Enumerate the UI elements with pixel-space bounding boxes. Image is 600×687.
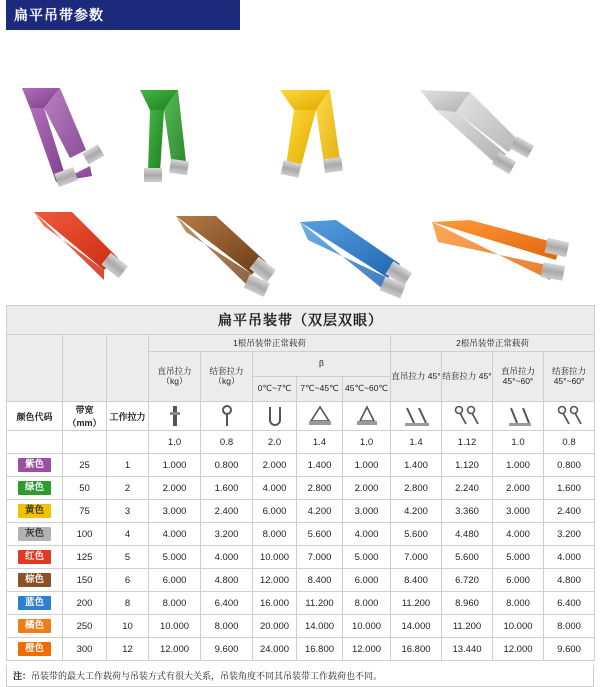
- value-cell: 8.960: [442, 592, 493, 615]
- factor-cell: 1.0: [493, 431, 544, 454]
- value-cell: 8.400: [297, 569, 343, 592]
- value-cell: 1.000: [149, 454, 201, 477]
- value-cell: 16.000: [253, 592, 297, 615]
- value-cell: 8.000: [201, 615, 253, 638]
- color-swatch: 黄色: [18, 504, 51, 518]
- header-tail: [240, 0, 600, 30]
- value-cell: 4.000: [253, 477, 297, 500]
- subhead-straight-1: 直吊拉力（kg）: [149, 352, 201, 402]
- width-cell: 150: [63, 569, 107, 592]
- value-cell: 2.400: [201, 500, 253, 523]
- two-leg-choke-angle-icon: [544, 402, 595, 431]
- subhead-temp-45-60: 45℃~60℃: [343, 377, 391, 402]
- angle-60-icon: [343, 402, 391, 431]
- value-cell: 2.000: [253, 454, 297, 477]
- value-cell: 2.240: [442, 477, 493, 500]
- subhead-temp-0-7: 0℃~7℃: [253, 377, 297, 402]
- color-code-cell: [7, 454, 63, 477]
- value-cell: 0.800: [201, 454, 253, 477]
- value-cell: 10.000: [343, 615, 391, 638]
- value-cell: 5.000: [149, 546, 201, 569]
- value-cell: 2.000: [149, 477, 201, 500]
- color-code-cell: [7, 500, 63, 523]
- color-code-cell: [7, 477, 63, 500]
- value-cell: 3.000: [493, 500, 544, 523]
- factor-cell: 1.0: [149, 431, 201, 454]
- factor-cell: 0.8: [201, 431, 253, 454]
- value-cell: 1.000: [493, 454, 544, 477]
- value-cell: 4.000: [201, 546, 253, 569]
- factor-cell: 0.8: [544, 431, 595, 454]
- value-cell: 10.000: [253, 546, 297, 569]
- wll-cell: 12: [107, 638, 149, 661]
- subhead-temp-7-45: 7℃~45℃: [297, 377, 343, 402]
- two-leg-straight-angle-icon: [493, 402, 544, 431]
- color-code-cell: [7, 523, 63, 546]
- value-cell: 8.000: [343, 592, 391, 615]
- subhead-choke-2: 结套拉力 45°: [442, 352, 493, 402]
- value-cell: 9.600: [201, 638, 253, 661]
- basket-hitch-icon: [253, 402, 297, 431]
- subhead-straight-2: 直吊拉力 45°: [391, 352, 442, 402]
- value-cell: 8.000: [149, 592, 201, 615]
- value-cell: 1.400: [391, 454, 442, 477]
- value-cell: 13.440: [442, 638, 493, 661]
- value-cell: 11.200: [297, 592, 343, 615]
- width-cell: 250: [63, 615, 107, 638]
- value-cell: 16.800: [297, 638, 343, 661]
- subhead-choke-1: 结套拉力（kg）: [201, 352, 253, 402]
- group-header-2: 2根吊装带正常载荷: [391, 335, 595, 352]
- value-cell: 9.600: [544, 638, 595, 661]
- color-swatch: 棕色: [18, 573, 51, 587]
- factor-cell: 1.12: [442, 431, 493, 454]
- value-cell: 14.000: [297, 615, 343, 638]
- value-cell: 4.000: [544, 546, 595, 569]
- value-cell: 4.480: [442, 523, 493, 546]
- value-cell: 11.200: [391, 592, 442, 615]
- value-cell: 4.800: [201, 569, 253, 592]
- value-cell: 12.000: [253, 569, 297, 592]
- wll-cell: 10: [107, 615, 149, 638]
- colhead-wll: 工作拉力: [107, 402, 149, 431]
- value-cell: 1.000: [343, 454, 391, 477]
- color-code-cell: [7, 546, 63, 569]
- color-swatch: 紫色: [18, 458, 51, 472]
- value-cell: 1.120: [442, 454, 493, 477]
- width-cell: 125: [63, 546, 107, 569]
- straight-lift-icon: [149, 402, 201, 431]
- value-cell: 4.200: [391, 500, 442, 523]
- value-cell: 5.000: [343, 546, 391, 569]
- table-row: [7, 546, 595, 569]
- purple-sling: [22, 88, 104, 187]
- value-cell: 6.000: [253, 500, 297, 523]
- value-cell: 12.000: [493, 638, 544, 661]
- table-row: [7, 477, 595, 500]
- value-cell: 3.000: [149, 500, 201, 523]
- value-cell: 11.200: [442, 615, 493, 638]
- wll-cell: 3: [107, 500, 149, 523]
- value-cell: 6.400: [201, 592, 253, 615]
- value-cell: 2.000: [493, 477, 544, 500]
- width-cell: 200: [63, 592, 107, 615]
- slings-illustration: [0, 30, 600, 305]
- value-cell: 8.000: [544, 615, 595, 638]
- value-cell: 20.000: [253, 615, 297, 638]
- factor-cell: 2.0: [253, 431, 297, 454]
- factor-cell: 1.4: [391, 431, 442, 454]
- wll-cell: 4: [107, 523, 149, 546]
- color-code-cell: [7, 638, 63, 661]
- table-row: [7, 638, 595, 661]
- wll-cell: 5: [107, 546, 149, 569]
- wll-cell: 8: [107, 592, 149, 615]
- value-cell: 14.000: [391, 615, 442, 638]
- value-cell: 2.400: [544, 500, 595, 523]
- factor-cell: 1.0: [343, 431, 391, 454]
- value-cell: 24.000: [253, 638, 297, 661]
- value-cell: 5.600: [297, 523, 343, 546]
- color-code-cell: [7, 592, 63, 615]
- factor-cell: 1.4: [297, 431, 343, 454]
- subhead-straight-2-angle: 直吊拉力 45°~60°: [493, 352, 544, 402]
- wll-cell: 1: [107, 454, 149, 477]
- value-cell: 6.400: [544, 592, 595, 615]
- spec-table: [6, 305, 595, 661]
- width-cell: 300: [63, 638, 107, 661]
- angle-45-icon: [297, 402, 343, 431]
- value-cell: 1.600: [201, 477, 253, 500]
- color-code-cell: [7, 615, 63, 638]
- value-cell: 4.800: [544, 569, 595, 592]
- value-cell: 6.000: [493, 569, 544, 592]
- value-cell: 0.800: [544, 454, 595, 477]
- value-cell: 8.000: [493, 592, 544, 615]
- colhead-color-code: 颜色代码: [7, 402, 63, 431]
- spec-table-wrap: [0, 305, 600, 661]
- wll-cell: 6: [107, 569, 149, 592]
- value-cell: 2.800: [297, 477, 343, 500]
- orange-sling: [432, 220, 569, 281]
- red-sling: [34, 212, 128, 280]
- product-photo-strip: [0, 30, 600, 305]
- group-header-1: 1根吊装带正常载荷: [149, 335, 391, 352]
- value-cell: 4.200: [297, 500, 343, 523]
- color-swatch: 灰色: [18, 527, 51, 541]
- value-cell: 4.000: [149, 523, 201, 546]
- value-cell: 4.000: [343, 523, 391, 546]
- note-key: 注：: [13, 671, 32, 681]
- wll-cell: 2: [107, 477, 149, 500]
- value-cell: 2.800: [391, 477, 442, 500]
- table-row: [7, 454, 595, 477]
- value-cell: 7.000: [297, 546, 343, 569]
- value-cell: 5.600: [391, 523, 442, 546]
- value-cell: 3.000: [343, 500, 391, 523]
- width-cell: 100: [63, 523, 107, 546]
- yellow-sling: [280, 90, 343, 178]
- value-cell: 5.600: [442, 546, 493, 569]
- value-cell: 6.000: [149, 569, 201, 592]
- value-cell: 6.000: [343, 569, 391, 592]
- green-sling: [140, 90, 189, 182]
- value-cell: 2.000: [343, 477, 391, 500]
- table-row: [7, 592, 595, 615]
- value-cell: 7.000: [391, 546, 442, 569]
- color-swatch: 橙色: [18, 642, 51, 656]
- page-title: 扁平吊带参数: [14, 7, 104, 23]
- choke-hitch-icon: [201, 402, 253, 431]
- table-row: [7, 615, 595, 638]
- subhead-choke-2-angle: 结套拉力 45°~60°: [544, 352, 595, 402]
- table-title: 扁平吊装带（双层双眼）: [7, 306, 595, 335]
- color-code-cell: [7, 569, 63, 592]
- value-cell: 4.000: [493, 523, 544, 546]
- page-header: [0, 0, 600, 30]
- value-cell: 16.800: [391, 638, 442, 661]
- value-cell: 10.000: [149, 615, 201, 638]
- subhead-beta: β: [253, 352, 391, 377]
- value-cell: 5.000: [493, 546, 544, 569]
- blue-sling: [300, 220, 412, 299]
- note-text: 吊装带的最大工作载荷与吊装方式有很大关系，吊装角度不同其吊装带工作载荷也不同。: [31, 671, 383, 681]
- two-leg-straight-icon: [391, 402, 442, 431]
- width-cell: 50: [63, 477, 107, 500]
- gray-sling: [420, 90, 534, 174]
- value-cell: 10.000: [493, 615, 544, 638]
- width-cell: 25: [63, 454, 107, 477]
- table-row: [7, 500, 595, 523]
- width-cell: 75: [63, 500, 107, 523]
- value-cell: 3.200: [544, 523, 595, 546]
- value-cell: 8.400: [391, 569, 442, 592]
- color-swatch: 橘色: [18, 619, 51, 633]
- table-row: [7, 569, 595, 592]
- color-swatch: 红色: [18, 550, 51, 564]
- color-swatch: 蓝色: [18, 596, 51, 610]
- value-cell: 12.000: [343, 638, 391, 661]
- factor-row: [7, 431, 595, 454]
- value-cell: 1.400: [297, 454, 343, 477]
- value-cell: 12.000: [149, 638, 201, 661]
- table-note: [6, 665, 594, 687]
- table-row: [7, 523, 595, 546]
- brown-sling: [176, 216, 276, 297]
- colhead-width: 带宽（mm）: [63, 402, 107, 431]
- value-cell: 3.360: [442, 500, 493, 523]
- value-cell: 3.200: [201, 523, 253, 546]
- value-cell: 1.600: [544, 477, 595, 500]
- two-leg-choke-icon: [442, 402, 493, 431]
- value-cell: 8.000: [253, 523, 297, 546]
- color-swatch: 绿色: [18, 481, 51, 495]
- value-cell: 6.720: [442, 569, 493, 592]
